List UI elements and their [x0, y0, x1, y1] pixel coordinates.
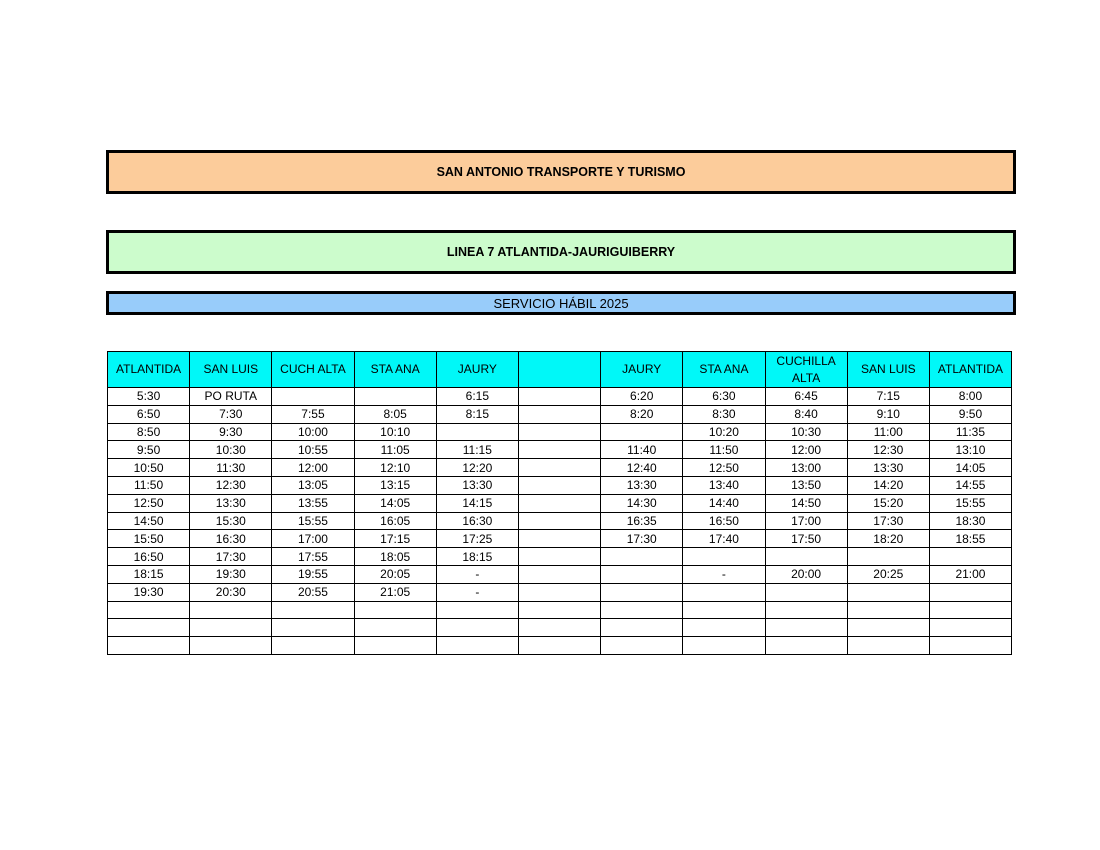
- table-cell: 20:55: [272, 583, 354, 601]
- table-cell: 20:25: [847, 565, 929, 583]
- table-row: [108, 405, 1012, 423]
- company-title: SAN ANTONIO TRANSPORTE Y TURISMO: [436, 165, 686, 179]
- table-cell: [354, 619, 436, 637]
- table-row: [108, 601, 1012, 619]
- table-cell: 18:20: [847, 530, 929, 548]
- column-header: ATLANTIDA: [929, 352, 1011, 388]
- table-cell: 10:20: [683, 423, 765, 441]
- table-cell: 11:15: [436, 441, 518, 459]
- table-cell: PO RUTA: [190, 388, 272, 406]
- table-cell: 11:35: [929, 423, 1011, 441]
- table-cell: [518, 512, 600, 530]
- table-cell: 13:15: [354, 476, 436, 494]
- table-cell: 21:00: [929, 565, 1011, 583]
- table-cell: 16:50: [108, 548, 190, 566]
- table-cell: 9:10: [847, 405, 929, 423]
- table-cell: 8:15: [436, 405, 518, 423]
- column-header: JAURY: [601, 352, 683, 388]
- table-cell: 12:30: [190, 476, 272, 494]
- table-cell: 6:30: [683, 388, 765, 406]
- table-body: [108, 388, 1012, 655]
- table-cell: 12:00: [765, 441, 847, 459]
- table-cell: 18:05: [354, 548, 436, 566]
- column-header: SAN LUIS: [190, 352, 272, 388]
- table-cell: 8:50: [108, 423, 190, 441]
- table-cell: [683, 548, 765, 566]
- table-cell: 9:50: [108, 441, 190, 459]
- column-header: CUCH ALTA: [272, 352, 354, 388]
- table-cell: [518, 476, 600, 494]
- table-cell: 15:50: [108, 530, 190, 548]
- table-cell: 12:00: [272, 459, 354, 477]
- table-cell: [601, 548, 683, 566]
- table-cell: [683, 619, 765, 637]
- service-title: SERVICIO HÁBIL 2025: [493, 295, 629, 311]
- table-cell: 6:50: [108, 405, 190, 423]
- table-cell: [518, 637, 600, 655]
- table-cell: 16:50: [683, 512, 765, 530]
- table-cell: 14:05: [929, 459, 1011, 477]
- table-cell: 15:20: [847, 494, 929, 512]
- table-cell: [518, 459, 600, 477]
- table-cell: 17:30: [190, 548, 272, 566]
- table-cell: 18:15: [436, 548, 518, 566]
- table-cell: 11:40: [601, 441, 683, 459]
- table-cell: 13:55: [272, 494, 354, 512]
- table-cell: [190, 601, 272, 619]
- table-cell: [929, 619, 1011, 637]
- table-cell: [765, 548, 847, 566]
- table-cell: 13:40: [683, 476, 765, 494]
- table-cell: 8:20: [601, 405, 683, 423]
- table-cell: [518, 405, 600, 423]
- table-cell: 6:45: [765, 388, 847, 406]
- table-cell: 8:00: [929, 388, 1011, 406]
- table-cell: 14:15: [436, 494, 518, 512]
- table-cell: [272, 388, 354, 406]
- table-cell: [108, 619, 190, 637]
- table-row: [108, 583, 1012, 601]
- table-cell: 17:30: [601, 530, 683, 548]
- table-cell: [929, 601, 1011, 619]
- table-cell: 15:30: [190, 512, 272, 530]
- table-cell: 7:55: [272, 405, 354, 423]
- table-cell: [436, 601, 518, 619]
- table-cell: [847, 637, 929, 655]
- table-cell: 12:30: [847, 441, 929, 459]
- table-cell: [518, 565, 600, 583]
- table-cell: 19:30: [108, 583, 190, 601]
- table-header-row: [108, 352, 1012, 388]
- table-cell: 10:50: [108, 459, 190, 477]
- table-cell: [601, 601, 683, 619]
- table-cell: 18:15: [108, 565, 190, 583]
- table-cell: [765, 601, 847, 619]
- table-cell: 20:00: [765, 565, 847, 583]
- table-cell: [190, 637, 272, 655]
- table-cell: 16:30: [436, 512, 518, 530]
- table-cell: 17:40: [683, 530, 765, 548]
- table-cell: [354, 601, 436, 619]
- table-cell: [847, 548, 929, 566]
- table-cell: 10:30: [190, 441, 272, 459]
- table-cell: 17:30: [847, 512, 929, 530]
- table-row: [108, 548, 1012, 566]
- column-header: STA ANA: [354, 352, 436, 388]
- table-cell: [272, 619, 354, 637]
- table-cell: 12:50: [108, 494, 190, 512]
- table-cell: [683, 601, 765, 619]
- table-cell: 14:50: [108, 512, 190, 530]
- table-cell: [518, 601, 600, 619]
- table-cell: 15:55: [272, 512, 354, 530]
- table-cell: [190, 619, 272, 637]
- line-title-banner: [106, 230, 1016, 274]
- service-title-banner: [106, 291, 1016, 315]
- table-cell: [518, 423, 600, 441]
- table-cell: [765, 619, 847, 637]
- table-cell: [929, 583, 1011, 601]
- table-cell: 12:40: [601, 459, 683, 477]
- table-cell: 12:20: [436, 459, 518, 477]
- table-cell: [518, 619, 600, 637]
- table-cell: 7:15: [847, 388, 929, 406]
- table-cell: [601, 583, 683, 601]
- table-cell: [518, 548, 600, 566]
- table-cell: 13:10: [929, 441, 1011, 459]
- table-cell: [108, 601, 190, 619]
- table-cell: [354, 637, 436, 655]
- table-row: [108, 459, 1012, 477]
- table-row: [108, 423, 1012, 441]
- table-cell: [436, 423, 518, 441]
- table-cell: [601, 637, 683, 655]
- table-cell: 17:00: [272, 530, 354, 548]
- table-cell: 17:50: [765, 530, 847, 548]
- table-cell: 9:50: [929, 405, 1011, 423]
- table-cell: [272, 637, 354, 655]
- table-cell: 9:30: [190, 423, 272, 441]
- table-cell: -: [436, 583, 518, 601]
- table-cell: [518, 494, 600, 512]
- table-cell: 19:55: [272, 565, 354, 583]
- table-cell: [518, 530, 600, 548]
- table-cell: [518, 583, 600, 601]
- table-cell: [354, 388, 436, 406]
- table-cell: 14:50: [765, 494, 847, 512]
- table-cell: [108, 637, 190, 655]
- schedule-table: [107, 351, 1012, 655]
- table-row: [108, 619, 1012, 637]
- table-cell: 6:15: [436, 388, 518, 406]
- table-cell: 14:20: [847, 476, 929, 494]
- table-row: [108, 441, 1012, 459]
- table-cell: 17:00: [765, 512, 847, 530]
- table-cell: 14:55: [929, 476, 1011, 494]
- table-cell: [683, 637, 765, 655]
- table-cell: [601, 619, 683, 637]
- column-header: STA ANA: [683, 352, 765, 388]
- table-cell: 13:05: [272, 476, 354, 494]
- table-cell: 13:00: [765, 459, 847, 477]
- table-cell: [436, 619, 518, 637]
- table-cell: 5:30: [108, 388, 190, 406]
- column-header: SAN LUIS: [847, 352, 929, 388]
- table-cell: [601, 423, 683, 441]
- table-cell: 13:30: [190, 494, 272, 512]
- table-cell: 13:30: [847, 459, 929, 477]
- table-row: [108, 494, 1012, 512]
- table-cell: 11:05: [354, 441, 436, 459]
- table-cell: 10:00: [272, 423, 354, 441]
- table-cell: [847, 601, 929, 619]
- table-cell: 17:55: [272, 548, 354, 566]
- table-cell: 6:20: [601, 388, 683, 406]
- table-row: [108, 388, 1012, 406]
- column-header: [518, 352, 600, 388]
- company-title-banner: [106, 150, 1016, 194]
- table-cell: 19:30: [190, 565, 272, 583]
- table-cell: 14:05: [354, 494, 436, 512]
- table-cell: 13:50: [765, 476, 847, 494]
- table-cell: 8:30: [683, 405, 765, 423]
- table-cell: 21:05: [354, 583, 436, 601]
- column-header: JAURY: [436, 352, 518, 388]
- line-title: LINEA 7 ATLANTIDA-JAURIGUIBERRY: [446, 245, 676, 259]
- table-cell: 11:00: [847, 423, 929, 441]
- table-row: [108, 512, 1012, 530]
- table-cell: 14:40: [683, 494, 765, 512]
- table-cell: 20:05: [354, 565, 436, 583]
- column-header: CUCHILLA ALTA: [765, 352, 847, 388]
- table-row: [108, 476, 1012, 494]
- table-row: [108, 530, 1012, 548]
- table-row: [108, 637, 1012, 655]
- table-cell: 16:05: [354, 512, 436, 530]
- table-cell: 10:55: [272, 441, 354, 459]
- table-cell: [847, 619, 929, 637]
- table-cell: [601, 565, 683, 583]
- table-cell: 10:30: [765, 423, 847, 441]
- table-cell: 15:55: [929, 494, 1011, 512]
- table-cell: [518, 441, 600, 459]
- table-cell: [272, 601, 354, 619]
- table-cell: 14:30: [601, 494, 683, 512]
- table-cell: 11:50: [683, 441, 765, 459]
- table-cell: 16:30: [190, 530, 272, 548]
- table-cell: [765, 637, 847, 655]
- table-cell: [436, 637, 518, 655]
- table-cell: [929, 548, 1011, 566]
- table-cell: 8:40: [765, 405, 847, 423]
- table-row: [108, 565, 1012, 583]
- table-cell: 18:55: [929, 530, 1011, 548]
- table-cell: 17:25: [436, 530, 518, 548]
- table-cell: 11:50: [108, 476, 190, 494]
- table-cell: 16:35: [601, 512, 683, 530]
- table-cell: 10:10: [354, 423, 436, 441]
- table-cell: [929, 637, 1011, 655]
- table-cell: 17:15: [354, 530, 436, 548]
- table-cell: [847, 583, 929, 601]
- table-cell: [683, 583, 765, 601]
- table-cell: 12:10: [354, 459, 436, 477]
- table-cell: 13:30: [601, 476, 683, 494]
- table-cell: 20:30: [190, 583, 272, 601]
- table-cell: 7:30: [190, 405, 272, 423]
- column-header: ATLANTIDA: [108, 352, 190, 388]
- table-cell: 8:05: [354, 405, 436, 423]
- table-cell: -: [436, 565, 518, 583]
- table-cell: 18:30: [929, 512, 1011, 530]
- table-cell: 11:30: [190, 459, 272, 477]
- table-cell: 13:30: [436, 476, 518, 494]
- table-cell: [518, 388, 600, 406]
- table-cell: 12:50: [683, 459, 765, 477]
- table-cell: -: [683, 565, 765, 583]
- table-cell: [765, 583, 847, 601]
